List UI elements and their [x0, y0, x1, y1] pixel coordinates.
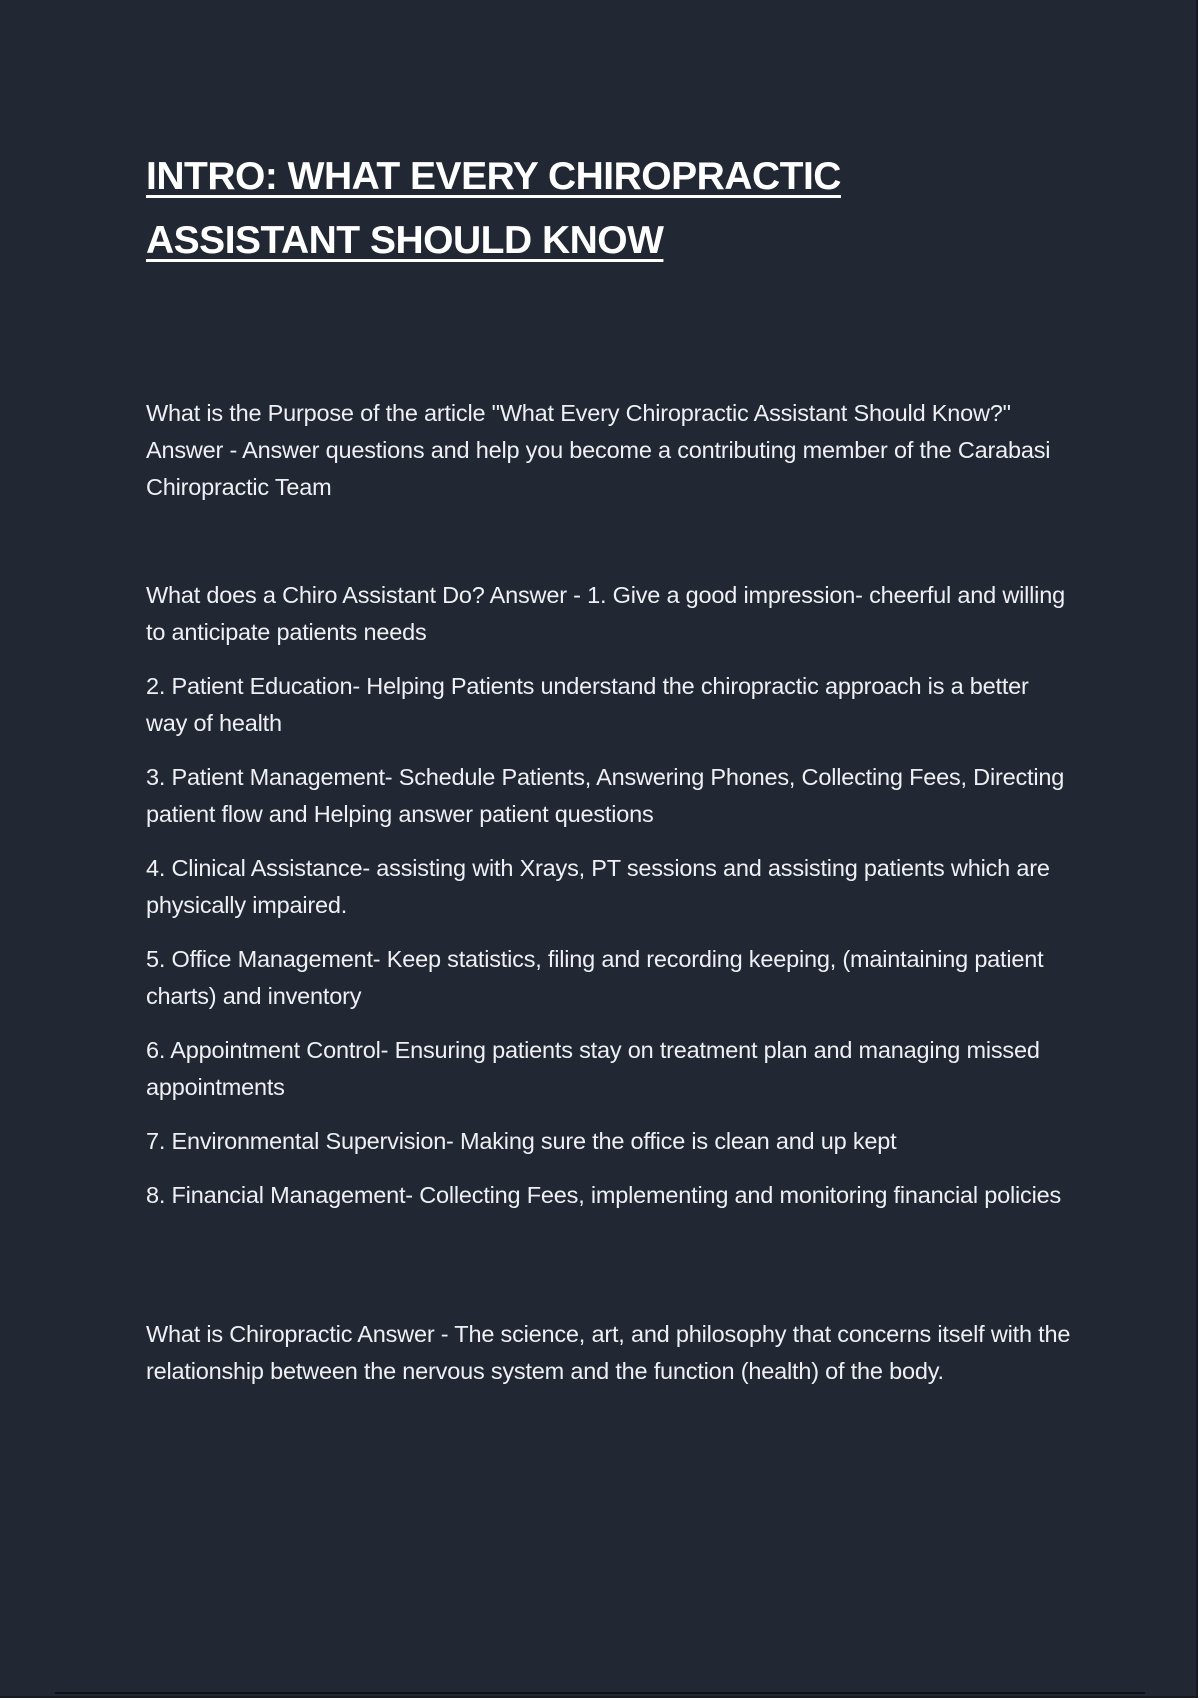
page-bottom-divider [55, 1692, 1145, 1694]
list-item: 8. Financial Management- Collecting Fees, implementing and monitoring financial policies [146, 1182, 1062, 1208]
duties-list [146, 668, 1076, 1231]
list-item: 5. Office Management- Keep statistics, filing and recording keeping, (maintaining patient charts) and inventory [146, 946, 1044, 1009]
page-title [146, 145, 1066, 273]
list-item: 2. Patient Education- Helping Patients understand the chiropractic approach is a better way of health [146, 673, 1029, 736]
list-item: 7. Environmental Supervision- Making sure the office is clean and up kept [146, 1128, 897, 1154]
duties-intro-paragraph: What does a Chiro Assistant Do? Answer - 1. Give a good impression- cheerful and willing to anticipate patients needs [146, 582, 1065, 645]
definition-paragraph: What is Chiropractic Answer - The science, art, and philosophy that concerns itself with the relationship between the nervous system and the function (health) of the body. [146, 1321, 1071, 1384]
list-item: 3. Patient Management- Schedule Patients, Answering Phones, Collecting Fees, Directing patient flow and Helping answer patient questions [146, 764, 1065, 827]
title-line-2: ASSISTANT SHOULD KNOW [146, 219, 664, 262]
list-item: 6. Appointment Control- Ensuring patients stay on treatment plan and managing missed appointments [146, 1037, 1040, 1100]
title-line-1: INTRO: WHAT EVERY CHIROPRACTIC [146, 155, 841, 198]
list-item: 4. Clinical Assistance- assisting with Xrays, PT sessions and assisting patients which are physically impaired. [146, 855, 1050, 918]
purpose-paragraph: What is the Purpose of the article "What Every Chiropractic Assistant Should Know?" Answer - Answer questions and help you become a contributing member of the Carabasi Chiropractic Team [146, 400, 1051, 500]
